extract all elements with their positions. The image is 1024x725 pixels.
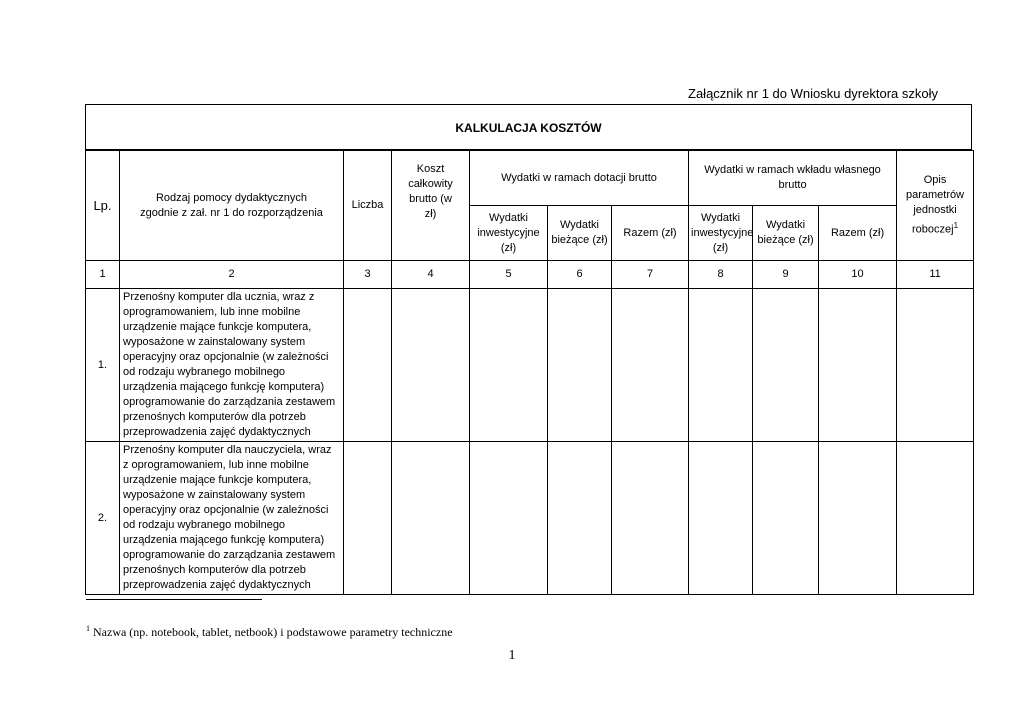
- header-wk-razem: Razem (zł): [819, 206, 897, 261]
- header-dotacja-group: Wydatki w ramach dotacji brutto: [470, 151, 689, 206]
- row-description: Przenośny komputer dla nauczyciela, wraz z oprogramowaniem, lub inne mobilne urządzenie mające funkcje komputera, wyposażone w zainstalowany system operacyjny oraz opcjonalnie (w zależności od rodzaju wybranego mobilnego urządzenia mającego funkcję komputera) oprogramowanie do zarządzania zestawem przenośnych komputerów dla potrzeb przeprowadzenia zajęć dydaktycznych: [120, 442, 344, 595]
- column-number-row: [86, 261, 974, 289]
- cell-dot-inwest[interactable]: [470, 442, 548, 595]
- col-num: 11: [897, 261, 974, 289]
- table-row: [86, 442, 974, 595]
- header-dot-inwest: Wydatki inwestycyjne (zł): [470, 206, 548, 261]
- header-koszt: [392, 151, 470, 261]
- header-opis: [897, 151, 974, 261]
- cell-liczba[interactable]: [344, 289, 392, 442]
- col-num: 6: [548, 261, 612, 289]
- col-num: 1: [86, 261, 120, 289]
- table-title: KALKULACJA KOSZTÓW: [85, 104, 972, 150]
- header-dot-razem: Razem (zł): [612, 206, 689, 261]
- col-num: 5: [470, 261, 548, 289]
- col-num: 3: [344, 261, 392, 289]
- cell-koszt[interactable]: [392, 442, 470, 595]
- header-dot-biezace: Wydatki bieżące (zł): [548, 206, 612, 261]
- cell-dot-razem[interactable]: [612, 289, 689, 442]
- header-wk-biezace: Wydatki bieżące (zł): [753, 206, 819, 261]
- cell-wk-inwest[interactable]: [689, 289, 753, 442]
- cell-wk-razem[interactable]: [819, 289, 897, 442]
- cell-dot-razem[interactable]: [612, 442, 689, 595]
- row-lp: 1.: [86, 289, 120, 442]
- cell-dot-biezace[interactable]: [548, 289, 612, 442]
- page-number: 1: [508, 648, 516, 663]
- cell-wk-inwest[interactable]: [689, 442, 753, 595]
- col-num: 2: [120, 261, 344, 289]
- header-wklad-group: Wydatki w ramach wkładu własnego brutto: [689, 151, 897, 206]
- cell-wk-biezace[interactable]: [753, 289, 819, 442]
- header-liczba: Liczba: [344, 151, 392, 261]
- row-lp: 2.: [86, 442, 120, 595]
- cell-wk-biezace[interactable]: [753, 442, 819, 595]
- footnote-separator: [86, 599, 262, 600]
- cell-dot-inwest[interactable]: [470, 289, 548, 442]
- footnote-marker: 1: [86, 624, 90, 633]
- header-opis-sup: 1: [953, 221, 959, 231]
- col-num: 7: [612, 261, 689, 289]
- cell-liczba[interactable]: [344, 442, 392, 595]
- cell-opis[interactable]: [897, 442, 974, 595]
- col-num: 4: [392, 261, 470, 289]
- table-row: [86, 289, 974, 442]
- cell-koszt[interactable]: [392, 289, 470, 442]
- footnote: [86, 624, 453, 640]
- header-lp: Lp.: [86, 151, 120, 261]
- cell-dot-biezace[interactable]: [548, 442, 612, 595]
- col-num: 10: [819, 261, 897, 289]
- header-rodzaj-text: Rodzaj pomocy dydaktycznych zgodnie z zał. nr 1 do rozporządzenia: [140, 191, 323, 219]
- header-koszt-text: Koszt całkowity brutto (w zł): [408, 162, 453, 220]
- cell-wk-razem[interactable]: [819, 442, 897, 595]
- col-num: 9: [753, 261, 819, 289]
- footnote-text: Nazwa (np. notebook, tablet, netbook) i podstawowe parametry techniczne: [93, 625, 453, 639]
- cost-calculation-table: [85, 150, 974, 595]
- header-opis-text: Opis parametrów jednostki roboczej: [905, 174, 965, 236]
- cell-opis[interactable]: [897, 289, 974, 442]
- col-num: 8: [689, 261, 753, 289]
- header-wk-inwest: Wydatki inwestycyjne (zł): [689, 206, 753, 261]
- attachment-note: Załącznik nr 1 do Wniosku dyrektora szkoły: [688, 86, 938, 101]
- row-description: Przenośny komputer dla ucznia, wraz z oprogramowaniem, lub inne mobilne urządzenie mające funkcje komputera, wyposażone w zainstalowany system operacyjny oraz opcjonalnie (w zależności od rodzaju wybranego mobilnego urządzenia mającego funkcję komputera) oprogramowanie do zarządzania zestawem przenośnych komputerów dla potrzeb przeprowadzenia zajęć dydaktycznych: [120, 289, 344, 442]
- header-rodzaj: [120, 151, 344, 261]
